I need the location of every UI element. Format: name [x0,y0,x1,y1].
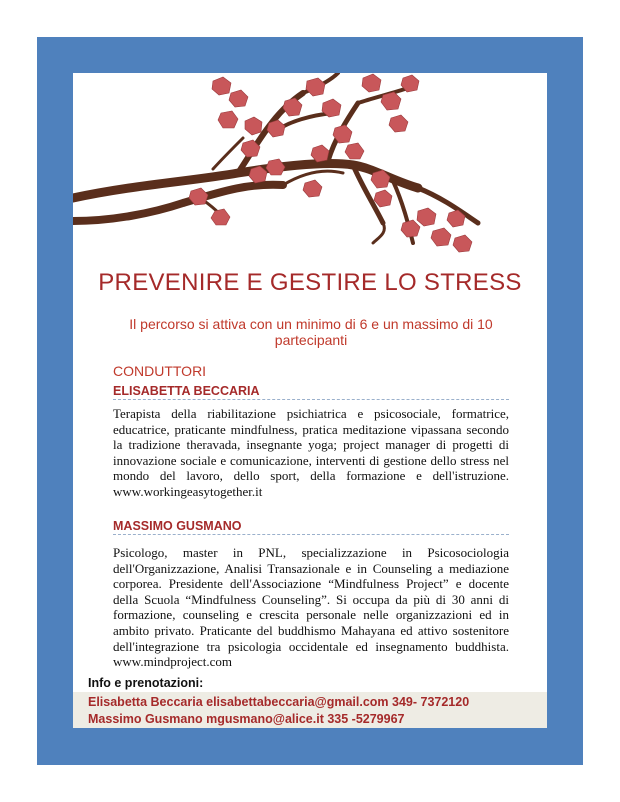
person-name-beccaria: ELISABETTA BECCARIA [113,384,260,398]
info-label: Info e prenotazioni: [88,676,204,690]
contact-beccaria: Elisabetta Beccaria elisabettabeccaria@gmail.com 349- 7372120 [88,695,470,709]
bio-beccaria: Terapista della riabilitazione psichiatrica e psicosociale, formatrice, educatrice, praticante mindfulness, pratica meditazione vipassana secondo la tradizione theravada, insegnante yoga; project manager di progetti di innovazione sociale e comunicazione, interventi di gestione dello stress nel mondo del lavoro, dello sport, della formazione e dell'istruzione. www.workingeasytogether.it [113,406,509,499]
name-divider [113,534,509,535]
flyer-page [73,73,547,728]
flyer-subtitle: Il percorso si attiva con un minimo di 6 e un massimo di 10 partecipanti [129,316,493,348]
bio-gusmano: Psicologo, master in PNL, specializzazione in Psicosociologia dell'Organizzazione, Analisi Transazionale e in Counseling a mediazione corporea. Presidente dell'Associazione “Mindfulness Project” e docente della Scuola “Mindfulness Counseling”. Si occupa da più di 30 anni di formazione, counseling e crescita personale nelle organizzazioni ed in ambito privato. Praticante del buddhismo Mahayana ed attivo sostenitore dell'integrazione tra psicologia occidentale ed insegnamento buddhista. www.mindproject.com [113,545,509,670]
contact-gusmano: Massimo Gusmano mgusmano@alice.it 335 -5279967 [88,712,405,726]
flyer-title: PREVENIRE E GESTIRE LO STRESS [98,269,522,296]
name-divider [113,399,509,400]
blossom-branch-illustration [73,73,547,283]
person-name-gusmano: MASSIMO GUSMANO [113,519,242,533]
section-conductors-heading: CONDUTTORI [113,363,207,379]
